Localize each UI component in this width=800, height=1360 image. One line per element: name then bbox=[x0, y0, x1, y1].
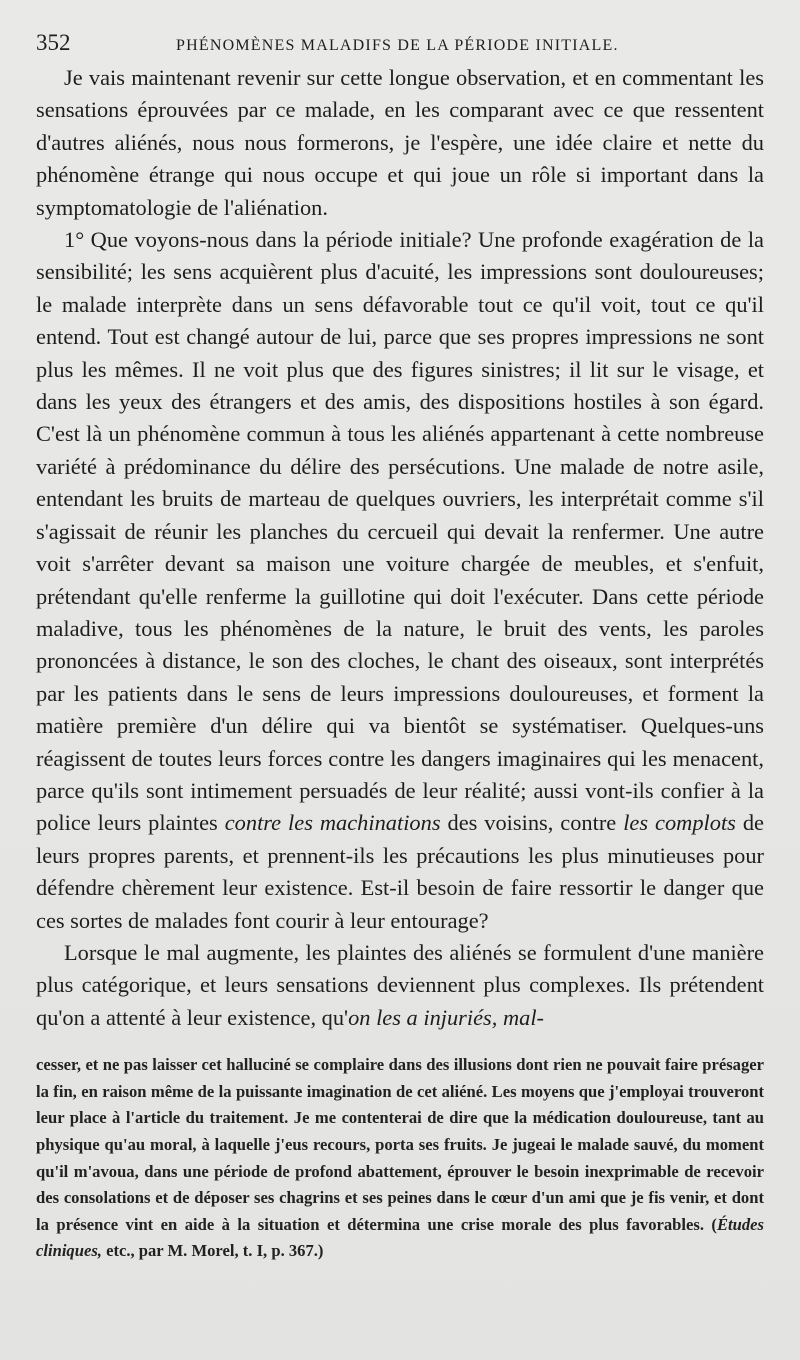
paragraph-2: 1° Que voyons-nous dans la période initiale? Une profonde exagération de la sensibilité; les sens acquièrent plus d'acuité, les impressions sont douloureuses; le malade interprète dans un sens défavorable tout ce qu'il voit, tout ce qu'il entend. Tout est changé autour de lui, parce que ses propres impressions ne sont plus les mêmes. Il ne voit plus que des figures sinistres; il lit sur le visage, et dans les yeux des étrangers et des amis, des dispositions hostiles à son égard. C'est là un phénomène commun à tous les aliénés appartenant à cette nombreuse variété à prédominance du délire des persécutions. Une malade de notre asile, entendant les bruits de marteau de quelques ouvriers, les interprétait comme s'il s'agissait de réunir les planches du cercueil qui devait la renfermer. Une autre voit s'arrêter devant sa maison une voiture chargée de meubles, et s'enfuit, prétendant qu'elle renferme la guillotine qui doit l'exécuter. Dans cette période maladive, tous les phénomènes de la nature, le bruit des vents, les paroles prononcées à distance, le son des cloches, le chant des oiseaux, sont interprétés par les patients dans le sens de leurs impressions douloureuses, et forment la matière première d'un délire qui va bientôt se systématiser. Quelques-uns réagissent de toutes leurs forces contre les dangers imaginaires qui les menacent, parce qu'ils sont intimement persuadés de leur réalité; aussi vont-ils confier à la police leurs plaintes contre les machinations des voisins, contre les complots de leurs propres parents, et prennent-ils les précautions les plus minutieuses pour défendre chèrement leur existence. Est-il besoin de faire ressortir le danger que ces sortes de malades font courir à leur entourage? bbox=[36, 227, 764, 933]
main-text bbox=[36, 62, 764, 1034]
italic-phrase: les complots bbox=[623, 810, 736, 836]
paragraph-3: Lorsque le mal augmente, les plaintes des aliénés se formulent d'une manière plus catégorique, et leurs sensations deviennent plus complexes. Ils prétendent qu'on a attenté à leur existence, qu'on les a injuriés, mal- bbox=[36, 939, 764, 1030]
page-number: 352 bbox=[36, 30, 71, 55]
italic-phrase: contre les machinations bbox=[224, 810, 441, 836]
italic-phrase: on les a injuriés, mal- bbox=[348, 1004, 545, 1030]
citation-title: Études cliniques, bbox=[36, 1214, 764, 1261]
footnote bbox=[36, 1052, 764, 1265]
running-title: PHÉNOMÈNES MALADIFS DE LA PÉRIODE INITIALE. bbox=[176, 37, 619, 54]
running-head bbox=[36, 30, 764, 60]
footnote-text: cesser, et ne pas laisser cet halluciné se complaire dans des illusions dont rien ne pouvait faire présager la fin, en raison même de la puissante imagination de cet aliéné. Les moyens que j'employai trouveront leur place à l'article du traitement. Je me contenterai de dire que la médication douloureuse, tant au physique qu'au moral, à laquelle j'eus recours, porta ses fruits. Je jugeai le malade sauvé, du moment qu'il m'avoua, dans une période de profond abattement, éprouver le besoin inexprimable de recevoir des consolations et de déposer ses chagrins et ses peines dans le cœur d'un ami que je fis venir, et dont la présence vint en aide à la situation et détermina une crise morale des plus favorables. (Études cliniques, etc., par M. Morel, t. I, p. 367.) bbox=[36, 1055, 764, 1261]
paragraph-1: Je vais maintenant revenir sur cette longue observation, et en commentant les sensations éprouvées par ce malade, en les comparant avec ce que ressentent d'autres aliénés, nous nous formerons, je l'espère, une idée claire et nette du phénomène étrange qui nous occupe et qui joue un rôle si important dans la symptomatologie de l'aliénation. bbox=[36, 65, 764, 220]
